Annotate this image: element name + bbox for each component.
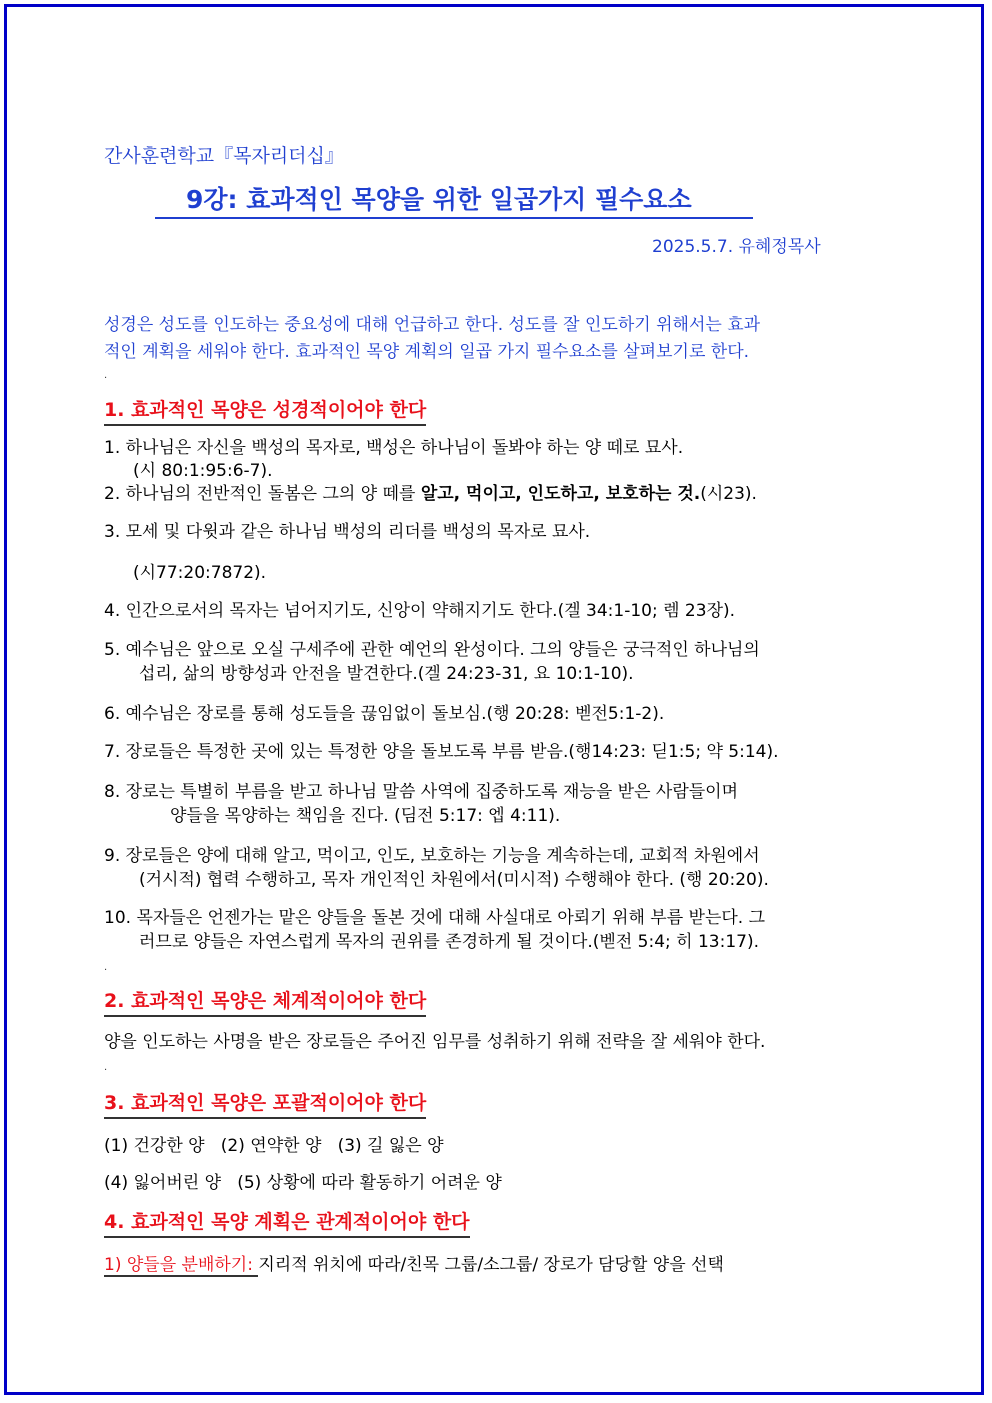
intro-line-2: 적인 계획을 세워야 한다. 효과적인 목양 계획의 일곱 가지 필수요소를 살펴보기로 한다. [104, 342, 750, 362]
distribution-text: 지리적 위치에 따라/친목 그룹/소그룹/ 장로가 담당할 양을 선택 [258, 1255, 724, 1275]
section-3-line-2: (4) 잃어버린 양 (5) 상황에 따라 활동하기 어려운 양 [104, 1173, 502, 1193]
list-item: 섭리, 삶의 방향성과 안전을 발견한다.(겔 24:23-31, 요 10:1-10). [139, 664, 634, 684]
divider-dot: . [104, 370, 108, 381]
list-item [104, 482, 757, 506]
list-item: 9. 장로들은 양에 대해 알고, 먹이고, 인도, 보호하는 기능을 계속하는데, 교회적 차원에서 [104, 846, 760, 866]
list-item: 1. 하나님은 자신을 백성의 목자로, 백성은 하나님이 돌봐야 하는 양 떼로 묘사. [104, 438, 684, 458]
list-item: (시 80:1:95:6-7). [133, 461, 273, 481]
item-bold-text: 알고, 먹이고, 인도하고, 보호하는 것. [420, 484, 701, 504]
list-item: 4. 인간으로서의 목자는 넘어지기도, 신앙이 약해지기도 한다.(겔 34:1-10; 렘 23장). [104, 601, 736, 621]
page-title: 9강: 효과적인 목양을 위한 일곱가지 필수요소 [155, 180, 753, 219]
list-item: (거시적) 협력 수행하고, 목자 개인적인 차원에서(미시적) 수행해야 한다. (행 20:20). [139, 870, 769, 890]
section-3-heading: 3. 효과적인 목양은 포괄적이어야 한다 [104, 1088, 426, 1119]
divider-dot: . [104, 1062, 108, 1073]
list-item: (시77:20:7872). [133, 563, 267, 583]
section-4-line [104, 1250, 724, 1275]
list-item: 3. 모세 및 다윗과 같은 하나님 백성의 리더를 백성의 목자로 묘사. [104, 522, 591, 542]
list-item: 10. 목자들은 언젠가는 맡은 양들을 돌본 것에 대해 사실대로 아뢰기 위해 부름 받는다. 그 [104, 908, 766, 928]
list-item: 양들을 목양하는 책임을 진다. (딤전 5:17: 엡 4:11). [170, 806, 561, 826]
item-text: (시23). [700, 484, 757, 504]
list-item: 러므로 양들은 자연스럽게 목자의 권위를 존경하게 될 것이다.(벧전 5:4; 히 13:17). [139, 932, 760, 952]
distribution-label: 1) 양들을 분배하기: [104, 1255, 259, 1275]
list-item: 7. 장로들은 특정한 곳에 있는 특정한 양을 돌보도록 부름 받음.(행14:23: 딛1:5; 약 5:14). [104, 742, 779, 762]
section-4-heading: 4. 효과적인 목양 계획은 관계적이어야 한다 [104, 1207, 470, 1238]
intro-line-1: 성경은 성도를 인도하는 중요성에 대해 언급하고 한다. 성도를 잘 인도하기 위해서는 효과 [104, 315, 761, 335]
section-2-text: 양을 인도하는 사명을 받은 장로들은 주어진 임무를 성취하기 위해 전략을 잘 세워야 한다. [104, 1032, 766, 1052]
section-3-line-1: (1) 건강한 양 (2) 연약한 양 (3) 길 잃은 양 [104, 1136, 444, 1156]
divider-dot: . [104, 962, 108, 973]
school-name: 간사훈련학교『목자리더십』 [104, 145, 344, 167]
section-2-heading: 2. 효과적인 목양은 체계적이어야 한다 [104, 986, 426, 1017]
list-item: 5. 예수님은 앞으로 오실 구세주에 관한 예언의 완성이다. 그의 양들은 궁극적인 하나님의 [104, 640, 760, 660]
list-item: 6. 예수님은 장로를 통해 성도들을 끊임없이 돌보심.(행 20:28: 벧전5:1-2). [104, 704, 665, 724]
item-text: 2. 하나님의 전반적인 돌봄은 그의 양 떼를 [104, 484, 421, 504]
author-date: 2025.5.7. 유혜정목사 [652, 237, 821, 257]
intro-paragraph [104, 312, 894, 366]
section-1-heading: 1. 효과적인 목양은 성경적이어야 한다 [104, 395, 426, 426]
list-item: 8. 장로는 특별히 부름을 받고 하나님 말씀 사역에 집중하도록 재능을 받은 사람들이며 [104, 782, 739, 802]
